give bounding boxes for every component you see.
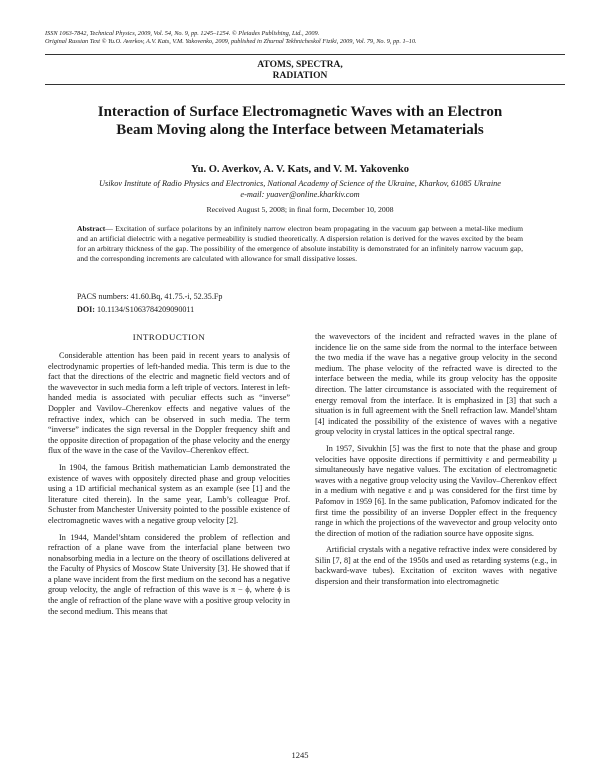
paragraph: the wavevectors of the incident and refracted waves in the plane of incidence lie on the same side from the normal to the interface between the two media if the wave has a negative group velocity in the second medium. The phase velocity of the refracted wave is directed to the interface between the media, while its group velocity has the opposite direction. The latter circumstance is associated with the requirement of energy removal from the interface. It is emphasized in [3] that such a situation is in full agreement with the Snell refraction law. Mandel’shtam [4] indicated the possibility of the existence of waves with a negative group velocity in crystal lattices in the optical spectral range. (315, 332, 557, 437)
abstract-text: — Excitation of surface polaritons by an infinitely narrow electron beam propagating in the vacuum gap between a metal-like medium and an artificial dielectric with a negative permeability is studied theoretically. A dispersion relation is derived for the waves excited by the beam for an arbitrary thickness of the gap. The possibility of the emergence of absolute instability is demonstrated for an infinitely narrow vacuum gap, and the corresponding increments are calculated with allowance for small dissipative losses. (77, 224, 523, 263)
left-column (48, 332, 290, 623)
doi-label: DOI: (77, 305, 95, 314)
doi (77, 304, 523, 315)
original-text-line: Original Russian Text © Yu.O. Averkov, A.V. Kats, V.M. Yakovenko, 2009, published in Zhurnal Tekhnicheskoĭ Fiziki, 2009, Vol. 79, No. 9, pp. 1–10. (45, 38, 417, 45)
abstract-label: Abstract (77, 224, 106, 233)
right-column (315, 332, 557, 594)
paragraph: Considerable attention has been paid in recent years to analysis of electrodynamic properties of left-handed media. This term is due to the fact that the directions of the electric and magnetic field vectors and of the wavevector in such media form a left triple of vectors. Interest in left-handed media is associated with peculiar effects such as “inverse” Doppler and Vavilov–Cherenkov effects and negative values of the refractive index, which can be observed in such media. The term “inverse” indicates the sign reversal in the Doppler frequency shift and the opposite direction of propagation of the phase velocity and the energy flux of the wave in the case of the Vavilov–Cherenkov effect. (48, 351, 290, 456)
doi-value: 10.1134/S1063784209090011 (95, 305, 195, 314)
received-dates: Received August 5, 2008; in final form, December 10, 2008 (206, 205, 394, 214)
paper-authors: Yu. O. Averkov, A. V. Kats, and V. M. Yakovenko (191, 164, 409, 175)
abstract (77, 224, 523, 264)
journal-citation-line: ISSN 1063-7842, Technical Physics, 2009, Vol. 54, No. 9, pp. 1245–1254. © Pleiades Publishing, Ltd., 2009. (45, 30, 320, 37)
paragraph: In 1944, Mandel’shtam considered the problem of reflection and refraction of a plane wave from the interfacial plane between two nonabsorbing media in a lecture on the theory of oscillations delivered at the Faculty of Physics of Moscow State University [3]. He showed that if a plane wave incident from the first medium on the second has a negative group velocity, the angle of refraction of this wave is π − ϕ, where ϕ is the angle of refraction of the plane wave with a positive group velocity in the second medium. This means that (48, 532, 290, 616)
pacs-numbers: PACS numbers: 41.60.Bq, 41.75.-i, 52.35.Fp (77, 292, 223, 301)
section-label-line1: ATOMS, SPECTRA, (257, 60, 343, 70)
paragraph: Artificial crystals with a negative refractive index were considered by Silin [7, 8] at the end of the 1950s and used as retarding systems (e.g., in backward-wave tubes). Excitation of exciton waves with negative dispersion and their transformation into electromagnetic (315, 545, 557, 587)
header-rule-bottom (45, 84, 565, 85)
page-number: 1245 (291, 750, 309, 760)
paragraph: In 1957, Sivukhin [5] was the first to note that the phase and group velocities have opposite directions if permittivity ε and permeability μ simultaneously have negative values. The excitation of electromagnetic waves with a negative group velocity using the Vavilov–Cherenkov effect in a medium with negative ε and μ was considered for the first time by Pafomov in 1959 [6]. In the same publication, Pafomov indicated for the first time the possibility of an inverse Doppler effect in the frequency range in which the projections of the wavevector and group velocity onto the direction of motion of the radiation source have opposite signs. (315, 443, 557, 538)
author-email: e-mail: yuaver@online.kharkiv.com (240, 190, 360, 199)
section-label-line2: RADIATION (272, 71, 328, 81)
paragraph: In 1904, the famous British mathematician Lamb demonstrated the existence of waves with oppositely directed phase and group velocities using a 1D artificial mechanical system as an example (see [1] and the literature cited therein). In the same year, Lamb’s colleague Prof. Schuster from Manchester University pointed to the possible existence of electromagnetic waves with a negative group velocity [2]. (48, 462, 290, 525)
introduction-heading: INTRODUCTION (132, 332, 206, 342)
header-rule-top (45, 54, 565, 55)
paper-title: Interaction of Surface Electromagnetic Waves with an Electron Beam Moving along the Interface between Metamaterials (97, 104, 503, 138)
author-affiliation: Usikov Institute of Radio Physics and Electronics, National Academy of Science of the Ukraine, Kharkov, 61085 Ukraine (99, 179, 501, 188)
